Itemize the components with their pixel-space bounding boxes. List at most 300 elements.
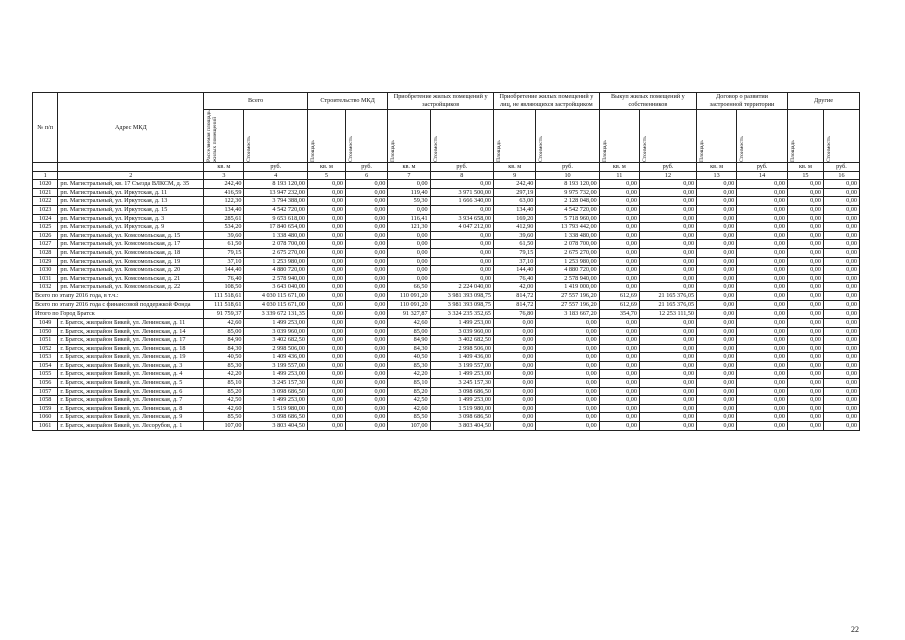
value-cell: 0,00 <box>307 370 345 379</box>
value-cell: 0,00 <box>430 205 493 214</box>
total-value-cell: 354,70 <box>599 309 639 318</box>
total-row <box>33 300 860 309</box>
value-cell: 0,00 <box>823 214 859 223</box>
value-cell: 42,20 <box>388 370 430 379</box>
value-cell: 0,00 <box>599 327 639 336</box>
units-cell: руб. <box>536 163 599 172</box>
value-cell: 0,00 <box>823 188 859 197</box>
column-number-cell: 14 <box>737 171 788 180</box>
value-cell: 0,00 <box>494 387 536 396</box>
value-cell: 1 499 253,00 <box>244 370 307 379</box>
units-cell <box>58 163 204 172</box>
value-cell: 0,00 <box>697 266 737 275</box>
value-cell: 0,00 <box>787 257 823 266</box>
value-cell: 0,00 <box>307 379 345 388</box>
value-cell: 0,00 <box>599 379 639 388</box>
value-cell: 0,00 <box>697 327 737 336</box>
value-cell: 42,50 <box>204 396 244 405</box>
value-cell: 0,00 <box>639 361 696 370</box>
subheader-cell: Стоимость <box>737 110 788 163</box>
value-cell: 0,00 <box>345 379 387 388</box>
value-cell: 0,00 <box>599 404 639 413</box>
total-value-cell: 21 165 376,05 <box>639 300 696 309</box>
value-cell: 76,40 <box>494 274 536 283</box>
value-cell: 0,00 <box>737 188 788 197</box>
value-cell: 0,00 <box>823 223 859 232</box>
value-cell: 0,00 <box>697 205 737 214</box>
value-cell: 0,00 <box>599 231 639 240</box>
address-cell: рп. Магистральный, ул. Комсомольская, д. 21 <box>58 274 204 283</box>
header-row-1 <box>33 93 860 110</box>
value-cell: 0,00 <box>737 361 788 370</box>
value-cell: 0,00 <box>345 327 387 336</box>
value-cell: 0,00 <box>639 188 696 197</box>
value-cell: 122,30 <box>204 197 244 206</box>
value-cell: 0,00 <box>536 379 599 388</box>
total-value-cell: 0,00 <box>737 309 788 318</box>
row-number-cell: 1059 <box>33 404 58 413</box>
value-cell: 0,00 <box>345 413 387 422</box>
value-cell: 134,40 <box>494 205 536 214</box>
value-cell: 0,00 <box>639 266 696 275</box>
value-cell: 0,00 <box>536 336 599 345</box>
value-cell: 13 793 442,00 <box>536 223 599 232</box>
value-cell: 0,00 <box>639 318 696 327</box>
table-body-totals <box>33 291 860 318</box>
subheader-cell: Стоимость <box>823 110 859 163</box>
value-cell: 0,00 <box>345 257 387 266</box>
value-cell: 0,00 <box>536 327 599 336</box>
value-cell: 242,40 <box>204 180 244 189</box>
value-cell: 0,00 <box>536 370 599 379</box>
subheader-cell: Стоимость <box>244 110 307 163</box>
value-cell: 0,00 <box>787 370 823 379</box>
value-cell: 0,00 <box>599 223 639 232</box>
value-cell: 0,00 <box>307 180 345 189</box>
value-cell: 0,00 <box>345 231 387 240</box>
column-number-cell: 10 <box>536 171 599 180</box>
value-cell: 0,00 <box>737 404 788 413</box>
value-cell: 0,00 <box>697 422 737 431</box>
value-cell: 0,00 <box>345 223 387 232</box>
value-cell: 0,00 <box>599 240 639 249</box>
value-cell: 412,90 <box>494 223 536 232</box>
value-cell: 85,10 <box>204 379 244 388</box>
value-cell: 2 128 048,00 <box>536 197 599 206</box>
value-cell: 0,00 <box>787 188 823 197</box>
units-cell: кв. м <box>697 163 737 172</box>
value-cell: 0,00 <box>787 396 823 405</box>
table-body-b <box>33 318 860 430</box>
value-cell: 0,00 <box>536 413 599 422</box>
row-number-cell: 1024 <box>33 214 58 223</box>
value-cell: 0,00 <box>823 274 859 283</box>
value-cell: 1 409 436,00 <box>430 353 493 362</box>
value-cell: 39,60 <box>494 231 536 240</box>
value-cell: 0,00 <box>536 396 599 405</box>
value-cell: 0,00 <box>639 223 696 232</box>
value-cell: 2 078 700,00 <box>244 240 307 249</box>
total-value-cell: 0,00 <box>697 291 737 300</box>
value-cell: 0,00 <box>737 327 788 336</box>
column-number-cell: 4 <box>244 171 307 180</box>
units-cell: кв. м <box>599 163 639 172</box>
column-number-cell: 5 <box>307 171 345 180</box>
table-row <box>33 231 860 240</box>
total-value-cell: 0,00 <box>823 300 859 309</box>
address-cell: рп. Магистральный, ул. Комсомольская, д. 20 <box>58 266 204 275</box>
column-number-cell: 3 <box>204 171 244 180</box>
value-cell: 0,00 <box>599 344 639 353</box>
address-cell: рп. Магистральный, ул. Комсомольская, д. 22 <box>58 283 204 292</box>
value-cell: 3 098 686,50 <box>244 387 307 396</box>
total-value-cell: 0,00 <box>307 309 345 318</box>
column-number-cell: 2 <box>58 171 204 180</box>
table-row <box>33 396 860 405</box>
value-cell: 0,00 <box>430 180 493 189</box>
page-number: 22 <box>851 625 859 634</box>
address-cell: г. Братск, жилрайон Бикей, ул. Ленинская, д. 7 <box>58 396 204 405</box>
value-cell: 0,00 <box>345 387 387 396</box>
subheader-cell: Стоимость <box>345 110 387 163</box>
value-cell: 107,00 <box>388 422 430 431</box>
address-cell: г. Братск, жилрайон Бикей, ул. Ленинская, д. 9 <box>58 413 204 422</box>
total-value-cell: 3 339 672 131,35 <box>244 309 307 318</box>
value-cell: 0,00 <box>787 413 823 422</box>
subheader-cell: Площадь <box>787 110 823 163</box>
value-cell: 3 794 388,00 <box>244 197 307 206</box>
value-cell: 0,00 <box>737 180 788 189</box>
row-number-cell: 1028 <box>33 248 58 257</box>
units-cell: руб. <box>639 163 696 172</box>
value-cell: 4 542 720,00 <box>536 205 599 214</box>
value-cell: 0,00 <box>787 344 823 353</box>
value-cell: 0,00 <box>599 336 639 345</box>
value-cell: 0,00 <box>737 283 788 292</box>
value-cell: 3 803 404,50 <box>244 422 307 431</box>
value-cell: 0,00 <box>307 214 345 223</box>
value-cell: 1 409 436,00 <box>244 353 307 362</box>
subheader-cell: Площадь <box>388 110 430 163</box>
header-other: Другие <box>787 93 859 110</box>
value-cell: 0,00 <box>388 274 430 283</box>
table-row <box>33 361 860 370</box>
value-cell: 0,00 <box>787 353 823 362</box>
header-buy-other: Приобретение жилых помещений у лиц, не являющихся застройщиком <box>494 93 600 110</box>
address-cell: рп. Магистральный, ул. Комсомольская, д. 17 <box>58 240 204 249</box>
header-buy-developer: Приобретение жилых помещений у застройщиков <box>388 93 494 110</box>
value-cell: 0,00 <box>345 240 387 249</box>
value-cell: 242,40 <box>494 180 536 189</box>
value-cell: 0,00 <box>737 205 788 214</box>
row-number-cell: 1021 <box>33 188 58 197</box>
units-cell: кв. м <box>307 163 345 172</box>
value-cell: 0,00 <box>494 413 536 422</box>
units-cell: кв. м <box>204 163 244 172</box>
row-number-cell: 1060 <box>33 413 58 422</box>
address-cell: г. Братск, жилрайон Бикей, ул. Ленинская, д. 17 <box>58 336 204 345</box>
value-cell: 144,40 <box>204 266 244 275</box>
value-cell: 85,20 <box>204 387 244 396</box>
value-cell: 0,00 <box>639 353 696 362</box>
value-cell: 0,00 <box>494 422 536 431</box>
value-cell: 79,15 <box>494 248 536 257</box>
value-cell: 0,00 <box>787 387 823 396</box>
value-cell: 0,00 <box>697 223 737 232</box>
value-cell: 0,00 <box>697 379 737 388</box>
value-cell: 0,00 <box>697 188 737 197</box>
total-value-cell: 27 557 196,20 <box>536 291 599 300</box>
total-value-cell: 4 030 115 671,00 <box>244 291 307 300</box>
value-cell: 0,00 <box>787 379 823 388</box>
header-address: Адрес МКД <box>58 93 204 163</box>
value-cell: 0,00 <box>639 205 696 214</box>
value-cell: 40,50 <box>204 353 244 362</box>
value-cell: 0,00 <box>345 353 387 362</box>
column-number-cell: 15 <box>787 171 823 180</box>
total-value-cell: 111 518,61 <box>204 291 244 300</box>
units-cell: кв. м <box>494 163 536 172</box>
value-cell: 285,61 <box>204 214 244 223</box>
value-cell: 0,00 <box>737 274 788 283</box>
row-number-cell: 1029 <box>33 257 58 266</box>
value-cell: 39,60 <box>204 231 244 240</box>
value-cell: 0,00 <box>494 404 536 413</box>
total-value-cell: 4 030 115 671,00 <box>244 300 307 309</box>
total-value-cell: 0,00 <box>787 309 823 318</box>
value-cell: 0,00 <box>787 318 823 327</box>
value-cell: 0,00 <box>823 361 859 370</box>
value-cell: 0,00 <box>697 404 737 413</box>
table-row <box>33 379 860 388</box>
column-numbers-row <box>33 171 860 180</box>
value-cell: 13 947 232,00 <box>244 188 307 197</box>
value-cell: 4 880 720,00 <box>536 266 599 275</box>
total-value-cell: 0,00 <box>345 291 387 300</box>
subheader-cell: Площадь <box>599 110 639 163</box>
value-cell: 85,10 <box>388 379 430 388</box>
column-number-cell: 6 <box>345 171 387 180</box>
total-value-cell: 0,00 <box>697 300 737 309</box>
value-cell: 1 419 000,00 <box>536 283 599 292</box>
value-cell: 1 499 253,00 <box>430 370 493 379</box>
value-cell: 42,60 <box>388 404 430 413</box>
row-number-cell: 1032 <box>33 283 58 292</box>
units-cell: руб. <box>430 163 493 172</box>
subheader-cell: Стоимость <box>536 110 599 163</box>
total-value-cell: 814,72 <box>494 291 536 300</box>
value-cell: 0,00 <box>697 361 737 370</box>
value-cell: 0,00 <box>787 231 823 240</box>
value-cell: 0,00 <box>307 327 345 336</box>
address-cell: рп. Магистральный, ул. Комсомольская, д. 19 <box>58 257 204 266</box>
total-value-cell: 91 759,37 <box>204 309 244 318</box>
table-row <box>33 344 860 353</box>
total-value-cell: 76,80 <box>494 309 536 318</box>
total-value-cell: 0,00 <box>307 291 345 300</box>
value-cell: 0,00 <box>639 387 696 396</box>
address-cell: рп. Магистральный, ул. Иркутская, д. 3 <box>58 214 204 223</box>
column-number-cell: 9 <box>494 171 536 180</box>
value-cell: 0,00 <box>697 214 737 223</box>
address-cell: рп. Магистральный, ул. Иркутская, д. 15 <box>58 205 204 214</box>
table-row <box>33 387 860 396</box>
units-cell: руб. <box>244 163 307 172</box>
value-cell: 0,00 <box>388 266 430 275</box>
address-cell: рп. Магистральный, ул. Комсомольская, д. 18 <box>58 248 204 257</box>
table-row <box>33 413 860 422</box>
value-cell: 79,15 <box>204 248 244 257</box>
table-row <box>33 205 860 214</box>
value-cell: 0,00 <box>494 318 536 327</box>
value-cell: 0,00 <box>599 274 639 283</box>
value-cell: 121,30 <box>388 223 430 232</box>
value-cell: 0,00 <box>639 180 696 189</box>
total-value-cell: 21 165 376,05 <box>639 291 696 300</box>
table-row <box>33 223 860 232</box>
value-cell: 0,00 <box>697 274 737 283</box>
value-cell: 3 098 686,50 <box>244 413 307 422</box>
total-value-cell: 3 981 393 098,75 <box>430 291 493 300</box>
total-label: Всего по этапу 2016 года, в т.ч.: <box>33 291 204 300</box>
value-cell: 85,50 <box>204 413 244 422</box>
subheader-cell: Стоимость <box>639 110 696 163</box>
subheader-cell: Площадь <box>494 110 536 163</box>
value-cell: 0,00 <box>823 396 859 405</box>
address-cell: рп. Магистральный, кв. 17 Съезда ВЛКСМ, д. 35 <box>58 180 204 189</box>
value-cell: 9 975 732,00 <box>536 188 599 197</box>
row-number-cell: 1051 <box>33 336 58 345</box>
value-cell: 2 078 700,00 <box>536 240 599 249</box>
value-cell: 84,30 <box>204 344 244 353</box>
value-cell: 0,00 <box>307 188 345 197</box>
column-number-cell: 11 <box>599 171 639 180</box>
row-number-cell: 1022 <box>33 197 58 206</box>
column-number-cell: 1 <box>33 171 58 180</box>
value-cell: 0,00 <box>599 180 639 189</box>
table-row <box>33 404 860 413</box>
value-cell: 3 199 557,00 <box>244 361 307 370</box>
total-value-cell: 0,00 <box>345 309 387 318</box>
value-cell: 0,00 <box>823 180 859 189</box>
column-number-cell: 7 <box>388 171 430 180</box>
value-cell: 0,00 <box>737 266 788 275</box>
value-cell: 0,00 <box>388 205 430 214</box>
value-cell: 0,00 <box>307 248 345 257</box>
row-number-cell: 1055 <box>33 370 58 379</box>
value-cell: 0,00 <box>599 396 639 405</box>
value-cell: 0,00 <box>307 205 345 214</box>
value-cell: 0,00 <box>494 336 536 345</box>
value-cell: 76,40 <box>204 274 244 283</box>
value-cell: 0,00 <box>787 240 823 249</box>
value-cell: 3 643 040,00 <box>244 283 307 292</box>
value-cell: 0,00 <box>639 404 696 413</box>
table-row <box>33 188 860 197</box>
row-number-cell: 1020 <box>33 180 58 189</box>
value-cell: 42,60 <box>388 318 430 327</box>
table-row <box>33 248 860 257</box>
value-cell: 0,00 <box>823 283 859 292</box>
value-cell: 85,20 <box>388 387 430 396</box>
table-row <box>33 240 860 249</box>
row-number-cell: 1056 <box>33 379 58 388</box>
value-cell: 0,00 <box>599 422 639 431</box>
total-value-cell: 110 091,20 <box>388 300 430 309</box>
value-cell: 0,00 <box>345 188 387 197</box>
value-cell: 1 666 340,00 <box>430 197 493 206</box>
units-row <box>33 163 860 172</box>
value-cell: 0,00 <box>345 180 387 189</box>
value-cell: 0,00 <box>536 361 599 370</box>
value-cell: 3 039 960,00 <box>430 327 493 336</box>
value-cell: 0,00 <box>737 344 788 353</box>
value-cell: 0,00 <box>345 361 387 370</box>
value-cell: 0,00 <box>639 396 696 405</box>
value-cell: 0,00 <box>823 344 859 353</box>
units-cell: руб. <box>823 163 859 172</box>
value-cell: 0,00 <box>345 370 387 379</box>
value-cell: 0,00 <box>345 205 387 214</box>
address-cell: рп. Магистральный, ул. Иркутская, д. 11 <box>58 188 204 197</box>
value-cell: 0,00 <box>307 336 345 345</box>
value-cell: 0,00 <box>307 413 345 422</box>
value-cell: 0,00 <box>345 274 387 283</box>
value-cell: 0,00 <box>639 344 696 353</box>
row-number-cell: 1050 <box>33 327 58 336</box>
value-cell: 3 199 557,00 <box>430 361 493 370</box>
table-row <box>33 214 860 223</box>
value-cell: 5 718 960,00 <box>536 214 599 223</box>
value-cell: 0,00 <box>345 396 387 405</box>
units-cell: руб. <box>345 163 387 172</box>
row-number-cell: 1061 <box>33 422 58 431</box>
value-cell: 0,00 <box>787 248 823 257</box>
value-cell: 85,30 <box>388 361 430 370</box>
value-cell: 297,19 <box>494 188 536 197</box>
value-cell: 85,00 <box>388 327 430 336</box>
value-cell: 3 971 500,00 <box>430 188 493 197</box>
value-cell: 0,00 <box>737 257 788 266</box>
value-cell: 0,00 <box>536 344 599 353</box>
value-cell: 0,00 <box>787 336 823 345</box>
total-row <box>33 309 860 318</box>
value-cell: 0,00 <box>494 327 536 336</box>
value-cell: 0,00 <box>823 404 859 413</box>
value-cell: 42,60 <box>204 318 244 327</box>
value-cell: 1 253 980,00 <box>536 257 599 266</box>
address-cell: г. Братск, жилрайон Бикей, ул. Ленинская, д. 18 <box>58 344 204 353</box>
total-value-cell: 0,00 <box>787 300 823 309</box>
value-cell: 0,00 <box>639 422 696 431</box>
value-cell: 42,20 <box>204 370 244 379</box>
value-cell: 0,00 <box>307 404 345 413</box>
value-cell: 0,00 <box>388 248 430 257</box>
address-cell: г. Братск, жилрайон Бикей, ул. Ленинская, д. 5 <box>58 379 204 388</box>
value-cell: 0,00 <box>430 257 493 266</box>
value-cell: 0,00 <box>307 240 345 249</box>
value-cell: 0,00 <box>697 396 737 405</box>
value-cell: 3 245 157,30 <box>430 379 493 388</box>
header-total: Всего <box>204 93 308 110</box>
value-cell: 0,00 <box>787 404 823 413</box>
value-cell: 0,00 <box>697 248 737 257</box>
total-value-cell: 3 183 667,20 <box>536 309 599 318</box>
value-cell: 0,00 <box>823 387 859 396</box>
value-cell: 1 338 480,00 <box>244 231 307 240</box>
row-number-cell: 1030 <box>33 266 58 275</box>
value-cell: 66,50 <box>388 283 430 292</box>
